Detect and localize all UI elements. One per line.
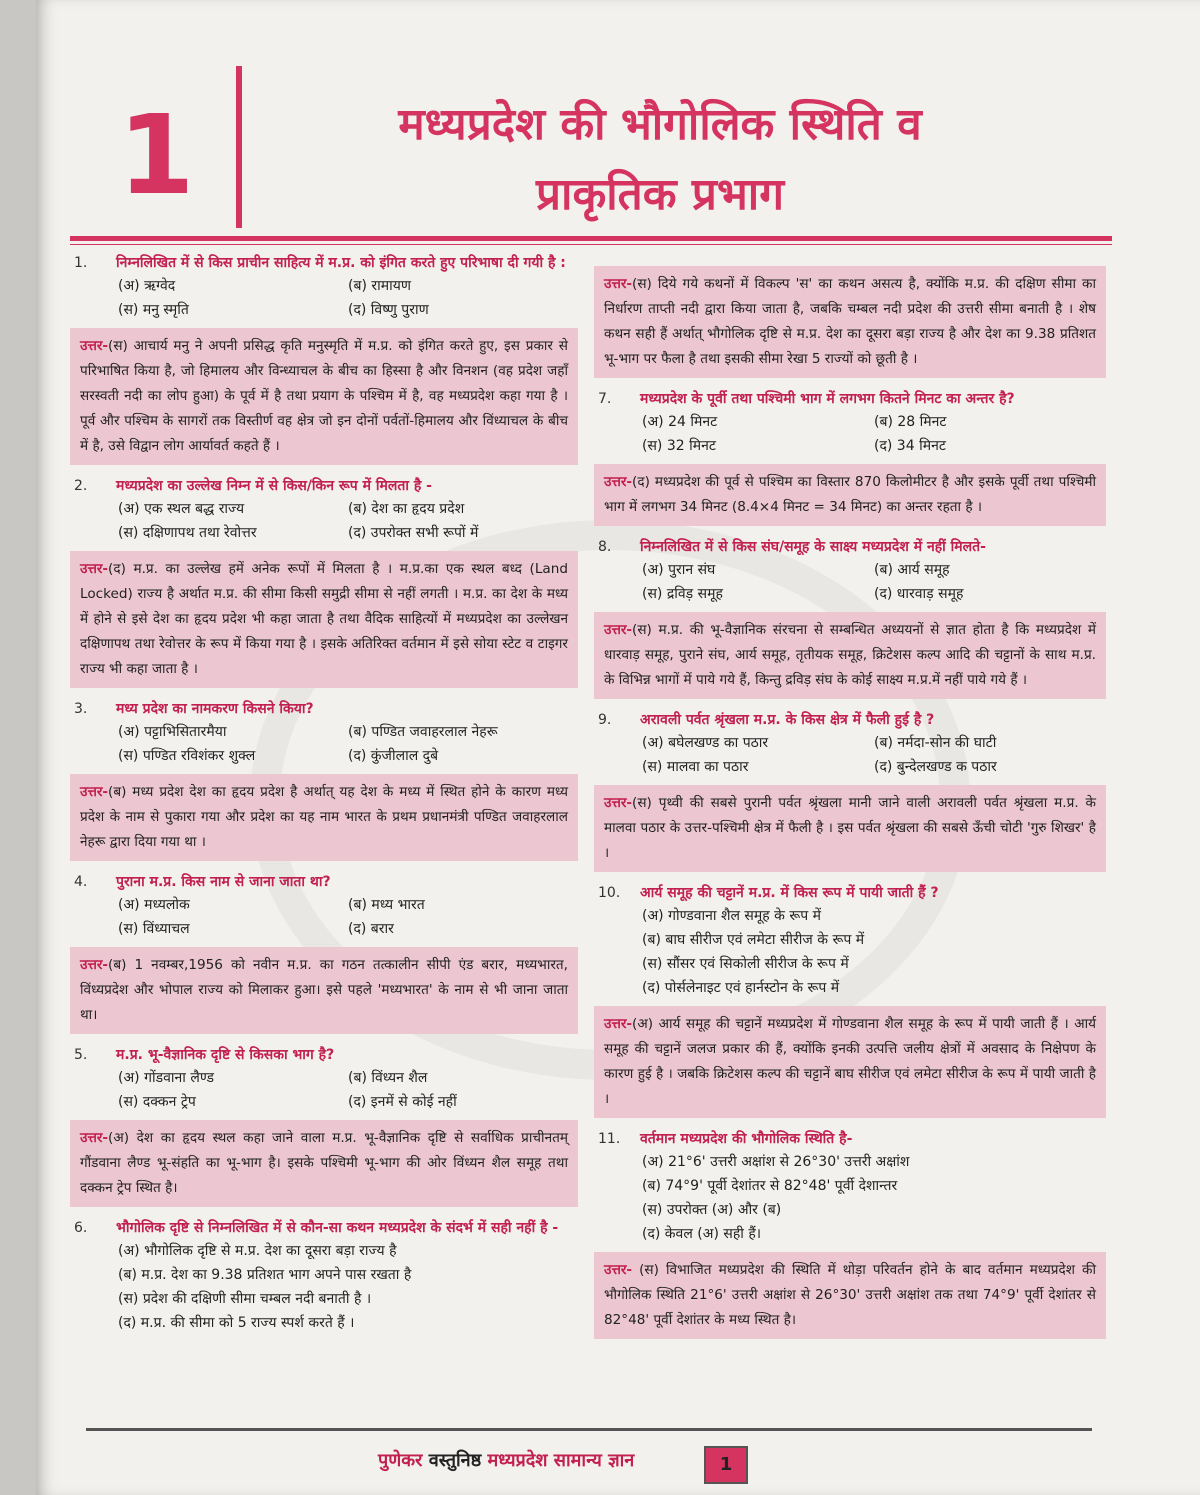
answer-box bbox=[594, 464, 1106, 526]
question-text: निम्नलिखित में से किस प्राचीन साहित्य में म.प्र. को इंगित करते हुए परिभाषा दी गयी है : bbox=[116, 255, 566, 271]
options bbox=[70, 720, 578, 768]
question-number: 7. bbox=[598, 391, 612, 407]
question-5 bbox=[70, 1044, 578, 1207]
option: (अ) एक स्थल बद्ध राज्य bbox=[118, 501, 245, 517]
answer-label: उत्तर- bbox=[604, 795, 633, 811]
footer-middle: वस्तुनिष्ठ bbox=[428, 1450, 482, 1471]
answer-box bbox=[70, 551, 578, 688]
question-11 bbox=[594, 1128, 1106, 1339]
option: (द) म.प्र. की सीमा को 5 राज्य स्पर्श करते हैं । bbox=[118, 1315, 355, 1331]
answer-box bbox=[70, 1120, 578, 1207]
footer-brand: पुणेकर bbox=[378, 1450, 423, 1471]
option: (द) केवल (अ) सही हैं। bbox=[642, 1226, 762, 1242]
right-column bbox=[594, 252, 1106, 1349]
question-text: मध्य प्रदेश का नामकरण किसने किया? bbox=[116, 701, 314, 717]
answer-label: उत्तर- bbox=[604, 1016, 633, 1032]
question-number: 9. bbox=[598, 712, 612, 728]
question-text: पुराना म.प्र. किस नाम से जाना जाता था? bbox=[116, 874, 331, 890]
option: (अ) गोंडवाना लैण्ड bbox=[118, 1070, 214, 1086]
question-text: म.प्र. भू-वैज्ञानिक दृष्टि से किसका भाग है? bbox=[116, 1047, 335, 1063]
option: (स) द्रविड़ समूह bbox=[642, 586, 723, 602]
header-rule bbox=[70, 236, 1112, 241]
option: (द) पोर्सलेनाइट एवं हार्नस्टोन के रूप में bbox=[642, 980, 840, 996]
option: (ब) पण्डित जवाहरलाल नेहरू bbox=[348, 724, 498, 740]
question-number: 11. bbox=[598, 1131, 621, 1147]
options bbox=[594, 904, 1106, 1000]
answer-label: उत्तर- bbox=[604, 622, 633, 638]
answer-box bbox=[70, 328, 578, 465]
option: (अ) मध्यलोक bbox=[118, 897, 190, 913]
answer-text: (स) दिये गये कथनों में विकल्प 'स' का कथन असत्य है, क्योंकि म.प्र. की दक्षिण सीमा का निर्धारण ताप्ती नदी द्वारा किया जाता है, जबकि चम्बल नदी प्रदेश की उत्तरी सीमा बनाती है । शेष कथन सही हैं अर्थात् भौगोलिक दृष्टि से म.प्र. देश का दूसरा बड़ा राज्य है और देश का 9.38 प्रतिशत भू-भाग पर फैला है तथा इसकी सीमा रेखा 5 राज्यों को छूती है । bbox=[604, 276, 1096, 367]
answer-text: (स) पृथ्वी की सबसे पुरानी पर्वत श्रृंखला मानी जाने वाली अरावली पर्वत श्रृंखला म.प्र. के मालवा पठार के उत्तर-पश्चिमी क्षेत्र में फैली है । इस पर्वत श्रृंखला की सबसे ऊँची चोटी 'गुरु शिखर' है । bbox=[604, 795, 1096, 861]
answer-text: (द) मध्यप्रदेश की पूर्व से पश्चिम का विस्तार 870 किलोमीटर है और इसके पूर्वी तथा पश्चिमी भाग में लगभग 34 मिनट (8.4×4 मिनट = 34 मिनट) का अन्तर रहता है । bbox=[604, 474, 1096, 515]
option: (द) 34 मिनट bbox=[874, 438, 946, 454]
question-number: 2. bbox=[74, 478, 88, 494]
question-number: 1. bbox=[74, 255, 88, 271]
page-number: 1 bbox=[704, 1446, 748, 1484]
question-text: मध्यप्रदेश के पूर्वी तथा पश्चिमी भाग में लगभग कितने मिनट का अन्तर है? bbox=[640, 391, 1015, 407]
answer-text: (स) आचार्य मनु ने अपनी प्रसिद्ध कृति मनुस्मृति में म.प्र. को इंगित करते हुए, इस प्रकार से परिभाषित किया है, जो हिमालय और विन्ध्याचल के बीच का हिस्सा है और विनशन (वह प्रदेश जहाँ सरस्वती नदी का लोप हुआ) के पूर्व में है तथा प्रयाग के पश्चिम में है, वह मध्यप्रदेश कहा गया है । पूर्व और पश्चिम के सागरों तक विस्तीर्ण वह क्षेत्र जो इन दोनों पर्वतों-हिमालय और विंध्याचल के बीच में है, उसे विद्वान लोग आर्यावर्त कहते हैं । bbox=[80, 338, 568, 454]
option: (स) दक्षिणापथ तथा रेवोत्तर bbox=[118, 525, 257, 541]
option: (स) मनु स्मृति bbox=[118, 302, 189, 318]
question-number: 6. bbox=[74, 1220, 88, 1236]
question-text: मध्यप्रदेश का उल्लेख निम्न में से किस/किन रूप में मिलता है - bbox=[116, 478, 432, 494]
option: (अ) गोण्डवाना शैल समूह के रूप में bbox=[642, 908, 822, 924]
option: (द) बरार bbox=[348, 921, 394, 937]
option: (अ) पुरान संघ bbox=[642, 562, 716, 578]
option: (स) प्रदेश की दक्षिणी सीमा चम्बल नदी बनाती है । bbox=[118, 1291, 372, 1307]
option: (अ) भौगोलिक दृष्टि से म.प्र. देश का दूसरा बड़ा राज्य है bbox=[118, 1243, 397, 1259]
answer-label: उत्तर- bbox=[604, 1262, 633, 1278]
option: (स) सौंसर एवं सिकोली सीरीज के रूप में bbox=[642, 956, 849, 972]
question-text: अरावली पर्वत श्रृंखला म.प्र. के किस क्षेत्र में फैली हुई है ? bbox=[640, 712, 935, 728]
answer-box bbox=[594, 612, 1106, 699]
answer-box bbox=[70, 947, 578, 1034]
question-number: 5. bbox=[74, 1047, 88, 1063]
chapter-title-line1: मध्यप्रदेश की भौगोलिक स्थिति व bbox=[398, 99, 922, 150]
answer-text: (स) विभाजित मध्यप्रदेश की स्थिति में थोड़ा परिवर्तन होने के बाद वर्तमान मध्यप्रदेश की भौगोलिक स्थिति 21°6' उत्तरी अक्षांश से 26°30' उत्तरी अक्षांश तक तथा 74°9' पूर्वी देशांतर से 82°48' पूर्वी देशांतर के मध्य स्थित है। bbox=[604, 1262, 1096, 1328]
question-number: 10. bbox=[598, 885, 621, 901]
options bbox=[70, 274, 578, 322]
option: (द) कुंजीलाल दुबे bbox=[348, 748, 439, 764]
question-text: वर्तमान मध्यप्रदेश की भौगोलिक स्थिति है- bbox=[640, 1131, 853, 1147]
option: (स) मालवा का पठार bbox=[642, 759, 749, 775]
options bbox=[594, 558, 1106, 606]
answer-text: (अ) देश का हृदय स्थल कहा जाने वाला म.प्र. भू-वैज्ञानिक दृष्टि से सर्वाधिक प्राचीनतम् गौंडवाना लैण्ड भू-संहति का भू-भाग है। इसके पश्चिमी भू-भाग की ओर विंध्यन शैल समूह तथा दक्कन ट्रेप स्थित है। bbox=[80, 1130, 568, 1196]
options bbox=[70, 497, 578, 545]
answer-text: (अ) आर्य समूह की चट्टानें मध्यप्रदेश में गोण्डवाना शैल समूह के रूप में पायी जाती हैं । आर्य समूह की चट्टानें जलज प्रकार की हैं, क्योंकि इनकी उत्पत्ति जलीय क्षेत्रों में अवसाद के निक्षेपण के कारण हुई है । जबकि क्रिटेशस कल्प की चट्टानें बाघ सीरीज एवं लमेटा सीरीज के रूप में पायी जाती है । bbox=[604, 1016, 1096, 1107]
options bbox=[594, 731, 1106, 779]
answer-text: (ब) मध्य प्रदेश देश का हृदय प्रदेश है अर्थात् यह देश के मध्य में स्थित होने के कारण मध्य प्रदेश के नाम से पुकारा गया और प्रदेश का यह नाम भारत के प्रथम प्रधानमंत्री पण्डित जवाहरलाल नेहरू द्वारा दिया गया था । bbox=[80, 784, 568, 850]
option: (ब) नर्मदा-सोन की घाटी bbox=[874, 735, 997, 751]
option: (ब) आर्य समूह bbox=[874, 562, 950, 578]
question-number: 3. bbox=[74, 701, 88, 717]
answer-label: उत्तर- bbox=[604, 276, 633, 292]
question-6 bbox=[70, 1217, 578, 1335]
answer-box bbox=[594, 1006, 1106, 1118]
answer-label: उत्तर- bbox=[80, 784, 109, 800]
option: (द) इनमें से कोई नहीं bbox=[348, 1094, 457, 1110]
question-number: 4. bbox=[74, 874, 88, 890]
option: (अ) 21°6' उत्तरी अक्षांश से 26°30' उत्तरी अक्षांश bbox=[642, 1154, 910, 1170]
answer-text: (स) म.प्र. की भू-वैज्ञानिक संरचना से सम्बन्धित अध्ययनों से ज्ञात होता है कि मध्यप्रदेश में धारवाड़ समूह, पुराने संघ, आर्य समूह, तृतीयक समूह, क्रिटेशस कल्प आदि की चट्टानों के साथ म.प्र. के विभिन्न भागों में पाये गये हैं, किन्तु द्रविड़ संघ के कोई साक्ष्य म.प्र.में नहीं पाये गये हैं । bbox=[604, 622, 1096, 688]
question-10 bbox=[594, 882, 1106, 1118]
header-rule-thin bbox=[70, 244, 1112, 245]
question-9 bbox=[594, 709, 1106, 872]
option: (अ) 24 मिनट bbox=[642, 414, 718, 430]
option: (ब) 74°9' पूर्वी देशांतर से 82°48' पूर्वी देशान्तर bbox=[642, 1178, 898, 1194]
option: (ब) बाघ सीरीज एवं लमेटा सीरीज के रूप में bbox=[642, 932, 865, 948]
option: (द) उपरोक्त सभी रूपों में bbox=[348, 525, 479, 541]
options bbox=[70, 1066, 578, 1114]
question-text: निम्नलिखित में से किस संघ/समूह के साक्ष्य मध्यप्रदेश में नहीं मिलते- bbox=[640, 539, 986, 555]
options bbox=[594, 410, 1106, 458]
answer-label: उत्तर- bbox=[80, 338, 109, 354]
chapter-title-line2: प्राकृतिक प्रभाग bbox=[536, 169, 784, 220]
answer-label: उत्तर- bbox=[604, 474, 633, 490]
option: (ब) विंध्यन शैल bbox=[348, 1070, 428, 1086]
question-number: 8. bbox=[598, 539, 612, 555]
option: (ब) रामायण bbox=[348, 278, 411, 294]
chapter-divider bbox=[236, 66, 242, 228]
answer-text: (द) म.प्र. का उल्लेख हमें अनेक रूपों में मिलता है । म.प्र.का एक स्थल बध्द (Land Locked) राज्य है अर्थात म.प्र. की सीमा किसी समुद्री सीमा से नहीं लगती । म.प्र. का देश के मध्य में होने से इसे देश का हृदय प्रदेश भी कहा जाता है तथा वैदिक साहित्यों में मध्यप्रदेश का उल्लेखन दक्षिणापथ तथा रेवोत्तर के रूप में किया गया है । इसके अतिरिक्त वर्तमान में इसे सोया स्टेट व टाइगर राज्य भी कहा जाता है । bbox=[80, 561, 568, 677]
option: (द) धारवाड़ समूह bbox=[874, 586, 964, 602]
answer-box bbox=[594, 785, 1106, 872]
question-3 bbox=[70, 698, 578, 861]
question-text: भौगोलिक दृष्टि से निम्नलिखित में से कौन-सा कथन मध्यप्रदेश के संदर्भ में सही नहीं है - bbox=[116, 1220, 559, 1236]
question-7 bbox=[594, 388, 1106, 526]
answer-label: उत्तर- bbox=[80, 561, 109, 577]
option: (द) बुन्देलखण्ड क पठार bbox=[874, 759, 997, 775]
answer-label: उत्तर- bbox=[80, 1130, 109, 1146]
answer-text: (ब) 1 नवम्बर,1956 को नवीन म.प्र. का गठन तत्कालीन सीपी एंड बरार, मध्यभारत, विंध्यप्रदेश और भोपाल राज्य को मिलाकर हुआ। इसे पहले 'मध्यभारत' के नाम से भी जाना जाता था। bbox=[80, 957, 568, 1023]
answer-box bbox=[594, 266, 1106, 378]
question-text: आर्य समूह की चट्टानें म.प्र. में किस रूप में पायी जाती हैं ? bbox=[640, 885, 939, 901]
footer-title bbox=[378, 1446, 634, 1476]
question-4 bbox=[70, 871, 578, 1034]
footer-rule bbox=[86, 1428, 1092, 1431]
option: (स) पण्डित रविशंकर शुक्ल bbox=[118, 748, 256, 764]
option: (अ) पट्टाभिसितारमैया bbox=[118, 724, 227, 740]
left-column bbox=[70, 252, 578, 1341]
answer-label: उत्तर- bbox=[80, 957, 109, 973]
option: (अ) ऋग्वेद bbox=[118, 278, 176, 294]
options bbox=[594, 1150, 1106, 1246]
question-8 bbox=[594, 536, 1106, 699]
footer-rest: मध्यप्रदेश सामान्य ज्ञान bbox=[487, 1450, 635, 1471]
option: (स) विंध्याचल bbox=[118, 921, 190, 937]
option: (अ) बघेलखण्ड का पठार bbox=[642, 735, 769, 751]
answer-box bbox=[70, 774, 578, 861]
chapter-number: 1 bbox=[118, 91, 195, 219]
options bbox=[70, 1239, 578, 1335]
option: (द) विष्णु पुराण bbox=[348, 302, 429, 318]
option: (स) 32 मिनट bbox=[642, 438, 716, 454]
option: (ब) म.प्र. देश का 9.38 प्रतिशत भाग अपने पास रखता है bbox=[118, 1267, 412, 1283]
option: (ब) देश का हृदय प्रदेश bbox=[348, 501, 465, 517]
option: (ब) मध्य भारत bbox=[348, 897, 425, 913]
question-1 bbox=[70, 252, 578, 465]
answer-box bbox=[594, 1252, 1106, 1339]
chapter-title bbox=[270, 90, 1050, 230]
option: (स) दक्कन ट्रेप bbox=[118, 1094, 196, 1110]
options bbox=[70, 893, 578, 941]
option: (स) उपरोक्त (अ) और (ब) bbox=[642, 1202, 782, 1218]
option: (ब) 28 मिनट bbox=[874, 414, 947, 430]
question-2 bbox=[70, 475, 578, 688]
